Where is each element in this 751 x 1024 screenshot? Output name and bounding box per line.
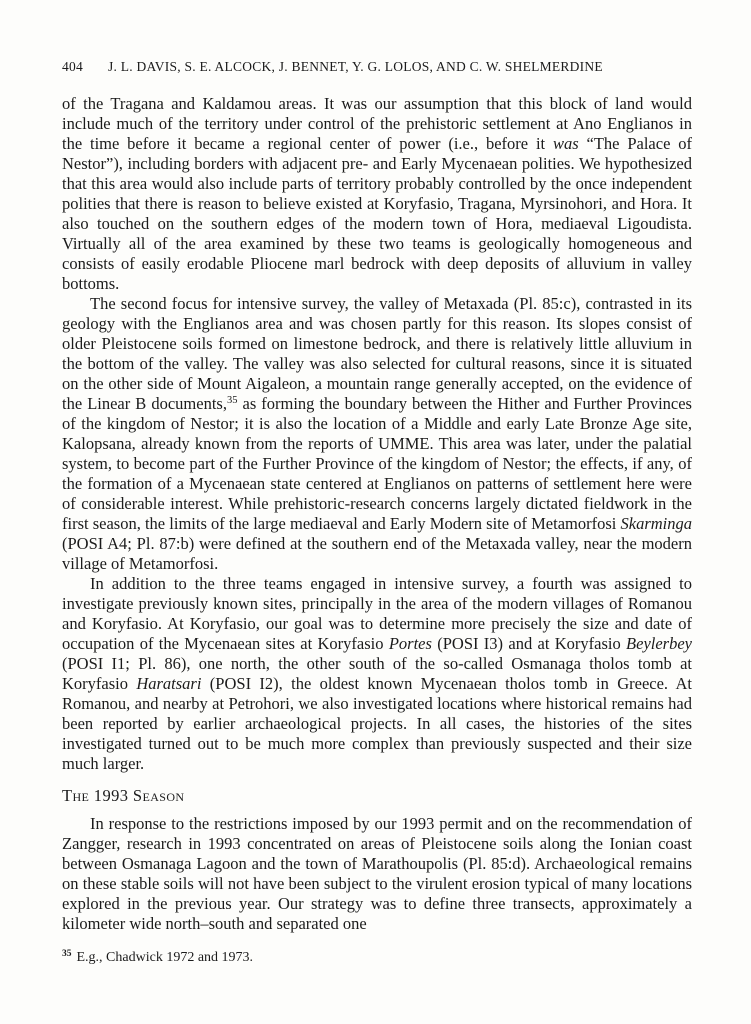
page-number: 404 bbox=[62, 59, 83, 74]
article-body bbox=[62, 94, 692, 934]
running-header bbox=[62, 59, 692, 75]
paragraph-known-sites: In addition to the three teams engaged in intensive survey, a fourth was assigned to investigate previously known sites, principally in the area of the modern villages of Romanou and Koryfasio. At Koryfasio, our goal was to determine more precisely the size and date of occupation of the Mycenaean sites at Koryfasio Portes (POSI I3) and at Koryfasio Beylerbey (POSI I1; Pl. 86), one north, the other south of the so-called Osmanaga tholos tomb at Koryfasio Haratsari (POSI I2), the oldest known Mycenaean tholos tomb in Greece. At Romanou, and nearby at Petrohori, we also investigated locations where historical remains had been reported by earlier archaeological projects. In all cases, the histories of the sites investigated turned out to be much more complex than previously suspected and their size much larger. bbox=[62, 574, 692, 773]
footnote bbox=[62, 949, 692, 967]
paragraph-metaxada-valley: The second focus for intensive survey, the valley of Metaxada (Pl. 85:c), contrasted in its geology with the Englianos area and was chosen partly for this reason. Its slopes consist of older Pleistocene soils formed on limestone bedrock, and there is relatively little alluvium in the bottom of the valley. The valley was also selected for cultural reasons, since it is situated on the other side of Mount Aigaleon, a mountain range generally accepted, on the evidence of the Linear B documents,$^{35}$ as forming the boundary between the Hither and Further Provinces of the kingdom of Nestor; it is also the location of a Middle and early Late Bronze Age site, Kalopsana, already known from the reports of UMME. This area was later, under the palatial system, to become part of the Further Province of the kingdom of Nestor; the effects, if any, of the formation of a Mycenaean state centered at Englianos on patterns of settlement here were of considerable interest. While prehistoric-research concerns largely dictated fieldwork in the first season, the limits of the large mediaeval and Early Modern site of Metamorfosi Skarminga (POSI A4; Pl. 87:b) were defined at the southern end of the Metaxada valley, near the modern village of Metamorfosi. bbox=[62, 294, 692, 573]
footnote-text: E.g., Chadwick 1972 and 1973. bbox=[76, 950, 254, 965]
paragraph-1993-season: In response to the restrictions imposed by our 1993 permit and on the recommendation of Zangger, research in 1993 concentrated on areas of Pleistocene soils along the Ionian coast between Osmanaga Lagoon and the town of Marathoupolis (Pl. 85:d). Archaeological remains on these stable soils will not have been subject to the virulent erosion typical of many locations explored in the previous year. Our strategy was to define three transects, approximately a kilometer wide north–south and separated one bbox=[62, 814, 692, 933]
section-heading-1993-season: The 1993 Season bbox=[62, 786, 185, 805]
paragraph-tragana-kaldamou: of the Tragana and Kaldamou areas. It was our assumption that this block of land would include much of the territory under control of the prehistoric settlement at Ano Englianos in the time before it became a regional center of power (i.e., before it was “The Palace of Nestor”), including borders with adjacent pre- and Early Mycenaean polities. We hypothesized that this area would also include parts of territory probably controlled by the once independent polities that there is reason to believe existed at Koryfasio, Tragana, Myrsinohori, and Hora. It also touched on the southern edges of the modern town of Hora, mediaeval Ligoudista. Virtually all of the area examined by these two teams is geologically homogeneous and consists of easily erodable Pliocene marl bedrock with deep deposits of alluvium in valley bottoms. bbox=[62, 94, 692, 293]
footnote-marker: 35 bbox=[62, 949, 72, 959]
running-head-authors: J. L. DAVIS, S. E. ALCOCK, J. BENNET, Y. G. LOLOS, AND C. W. SHELMERDINE bbox=[108, 59, 603, 74]
